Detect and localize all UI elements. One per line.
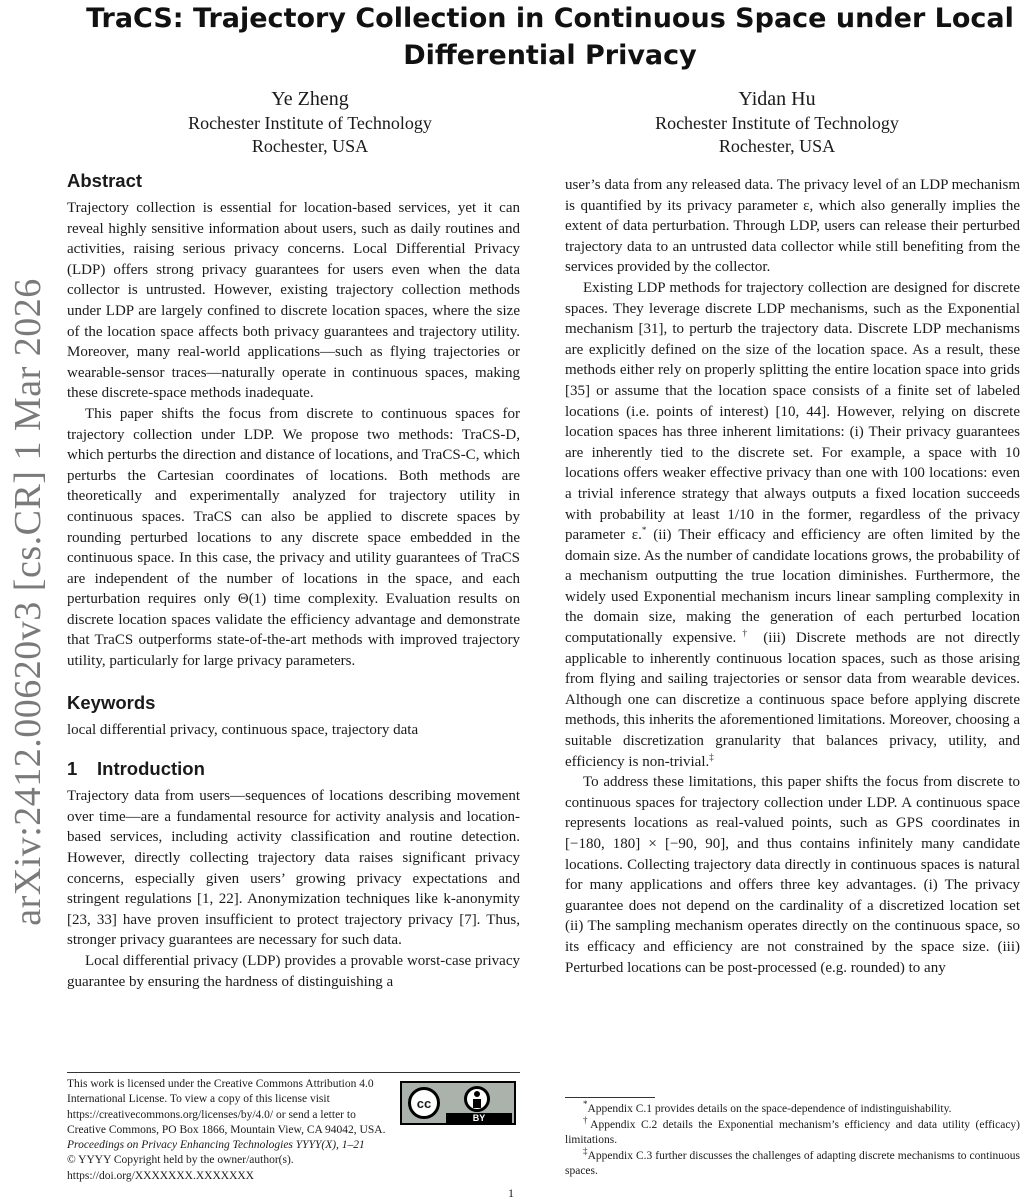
title-line-2: Differential Privacy (403, 40, 697, 71)
paragraph-text: (ii) Their efficacy and efficiency are often limited by the domain size. As the number of candidate locations grows, the probability of a mechanism outputting the true location diminishes. Furthermore, the widely used Exponential mechanism incurs linear sampling complexity in the domain size, making the generation of each perturbed location computationally expensive. (565, 527, 1020, 647)
spacer (67, 672, 520, 690)
abstract-paragraph-2: This paper shifts the focus from discrete to continuous spaces for trajectory collection under LDP. We propose two methods: TraCS-D, which perturbs the direction and distance of locations, and TraCS-C, which perturbs the Cartesian coordinates of locations. Both methods are theoretically and experimentally analyzed for trajectory utility in continuous spaces. TraCS can also be applied to discrete spaces by rounding perturbed locations to any discrete space embedded in the continuous space. In this case, the privacy and utility guarantees of TraCS are independent of the number of locations in the space, and each perturbation requires only Θ(1) time complexity. Evaluation results on discrete location spaces validate the efficiency advantage and demonstrate that TraCS outperforms state-of-the-art methods with improved trajectory utility, particularly for large privacy parameters. (67, 405, 520, 670)
section-title: Introduction (97, 758, 205, 780)
footnote-mark: † (583, 1114, 591, 1125)
right-column (565, 175, 1020, 978)
intro-paragraph-2: Local differential privacy (LDP) provides a provable worst-case privacy guarantee by ensuring the hardness of distinguishing a (67, 953, 520, 990)
left-column (67, 168, 520, 992)
arxiv-id: arXiv:2412.00620v3 [cs.CR] 1 Mar 2026 (7, 278, 50, 926)
license-line-3: © YYYY Copyright held by the owner/author(s). (67, 1154, 294, 1167)
footnote-3 (565, 1145, 1021, 1180)
paragraph-text: Existing LDP methods for trajectory collection are designed for discrete spaces. They leverage discrete LDP mechanisms, such as the Exponential mechanism [31], to perturb the trajectory data. Discrete LDP mechanisms are explicitly defined on the size of the location space. As a result, these methods either rely on properly splitting the entire location space into grids [35] or assume that the location space consists of a finite set of labeled locations (i.e. points of interest) [10, 44]. However, relying on discrete location spaces has three inherent limitations: (i) Their privacy guarantees are inherently tied to the discrete set. For example, a space with 10 locations offers weaker effective privacy than one with 100 locations: even a trivial inference strategy that always outputs a fixed location succeeds with probability at least 1/10 in the former, regardless of the privacy parameter ε. (565, 279, 1020, 544)
license-text (67, 1077, 387, 1184)
author-affiliation: Rochester Institute of Technology (655, 113, 899, 133)
spacer (67, 740, 520, 756)
cc-icon: cc (408, 1087, 440, 1119)
license-block (67, 1072, 520, 1184)
by-label: BY (446, 1113, 512, 1124)
author-location: Rochester, USA (718, 136, 836, 156)
intro-paragraph-1: Trajectory data from users—sequences of locations describing movement over time—are a fundamental resource for activity analysis and location-based services, including activity classification and routine detection. However, directly collecting trajectory data raises significant privacy concerns, especially given users’ growing privacy expectations and stringent regulations [1, 22]. Anonymization techniques like k-anonymity [23, 33] have proven insufficient to protect trajectory privacy [7]. Thus, stronger privacy guarantees are necessary for such data. (67, 788, 520, 949)
abstract-paragraph-1: Trajectory collection is essential for location-based services, yet it can reveal highly sensitive information about users, such as daily routines and activities, raising serious privacy concerns. Local Differential Privacy (LDP) offers strong privacy guarantees for users even when the data collector is untrusted. However, existing trajectory collection methods under LDP are largely confined to discrete location spaces, where the size of the location space affects both privacy guarantees and trajectory utility. Moreover, many real-world applications—such as flying trajectories or wearable-sensor traces—naturally operate in continuous spaces, making these discrete-space methods inadequate. (67, 200, 520, 402)
intro-paragraph-4 (565, 278, 1020, 772)
footnotes (565, 1099, 1021, 1180)
license-line-2: Proceedings on Privacy Enhancing Technologies YYYY(X), 1–21 (67, 1139, 365, 1152)
keywords-text: local differential privacy, continuous space, trajectory data (67, 721, 419, 738)
footnote-text: Appendix C.3 further discusses the challenges of adapting discrete mechanisms to continuous spaces. (565, 1149, 1021, 1178)
section-number: 1 (67, 758, 78, 780)
keywords-heading: Keywords (67, 691, 156, 713)
author-name: Yidan Hu (738, 88, 816, 110)
abstract-heading: Abstract (67, 170, 143, 191)
attribution-person-icon (464, 1086, 490, 1112)
footnote-text: Appendix C.1 provides details on the space-dependence of indistinguishability. (587, 1103, 952, 1115)
license-line-4: https://doi.org/XXXXXXX.XXXXXXX (67, 1169, 254, 1182)
title-line-1: TraCS: Trajectory Collection in Continuous Space under Local (86, 3, 1014, 34)
author-location: Rochester, USA (251, 136, 369, 156)
intro-paragraph-3: user’s data from any released data. The privacy level of an LDP mechanism is quantified by its privacy parameter ε, which also generally implies the extent of data perturbation. Through LDP, users can release their perturbed trajectory data to an untrusted data collector while still benefiting from the services provided by the collector. (565, 177, 1020, 276)
author-affiliation: Rochester Institute of Technology (188, 113, 432, 133)
arxiv-stamp (8, 262, 48, 942)
footnote-mark: * (583, 1099, 588, 1110)
license-line-1: This work is licensed under the Creative Commons Attribution 4.0 International License. To view a copy of this license visit https://creativecommons.org/licenses/by/4.0/ or send a letter to Creative Commons, PO Box 1866, Mountain View, CA 94042, USA. (67, 1078, 386, 1136)
cc-by-badge (400, 1081, 516, 1125)
page-number: 1 (508, 1186, 514, 1200)
paper-title (70, 0, 1022, 74)
author-block-1 (160, 86, 460, 158)
footnote-2 (565, 1114, 1021, 1149)
author-name: Ye Zheng (271, 88, 349, 110)
footnote-mark: † (736, 628, 754, 639)
paragraph-text: (iii) Discrete methods are not directly applicable to inherently continuous location spaces, such as those arising from flying and sailing trajectories or sensor data from wearable devices. Although one can discretize a continuous space before applying discrete methods, this inherits the aforementioned limitations. Moreover, choosing a suitable discretization granularity that balances privacy, utility, and efficiency is non-trivial. (565, 630, 1020, 770)
footnote-mark: ‡ (709, 751, 714, 762)
footnote-mark: * (641, 525, 647, 536)
footnote-text: Appendix C.2 details the Exponential mechanism’s efficiency and data utility (efficacy) limitations. (565, 1118, 1021, 1147)
footnote-1 (565, 1099, 1020, 1118)
intro-heading (67, 756, 520, 782)
footnote-rule (565, 1097, 655, 1098)
intro-paragraph-5: To address these limitations, this paper shifts the focus from discrete to continuous spaces for trajectory collection under LDP. A continuous space represents locations as real-valued points, such as GPS coordinates in [−180, 180] × [−90, 90], and thus contains infinitely many candidate locations. Collecting trajectory data directly in continuous spaces is natural for many applications and offers three key advantages. (i) The privacy guarantee does not depend on the cardinality of a discretized location set (ii) The sampling mechanism operates directly on the continuous space, so its efficacy and efficiency are not constrained by the space size. (iii) Perturbed locations can be post-processed (e.g. rounded) to any (565, 774, 1020, 976)
author-block-2 (627, 86, 927, 158)
footnote-mark: ‡ (583, 1145, 588, 1156)
